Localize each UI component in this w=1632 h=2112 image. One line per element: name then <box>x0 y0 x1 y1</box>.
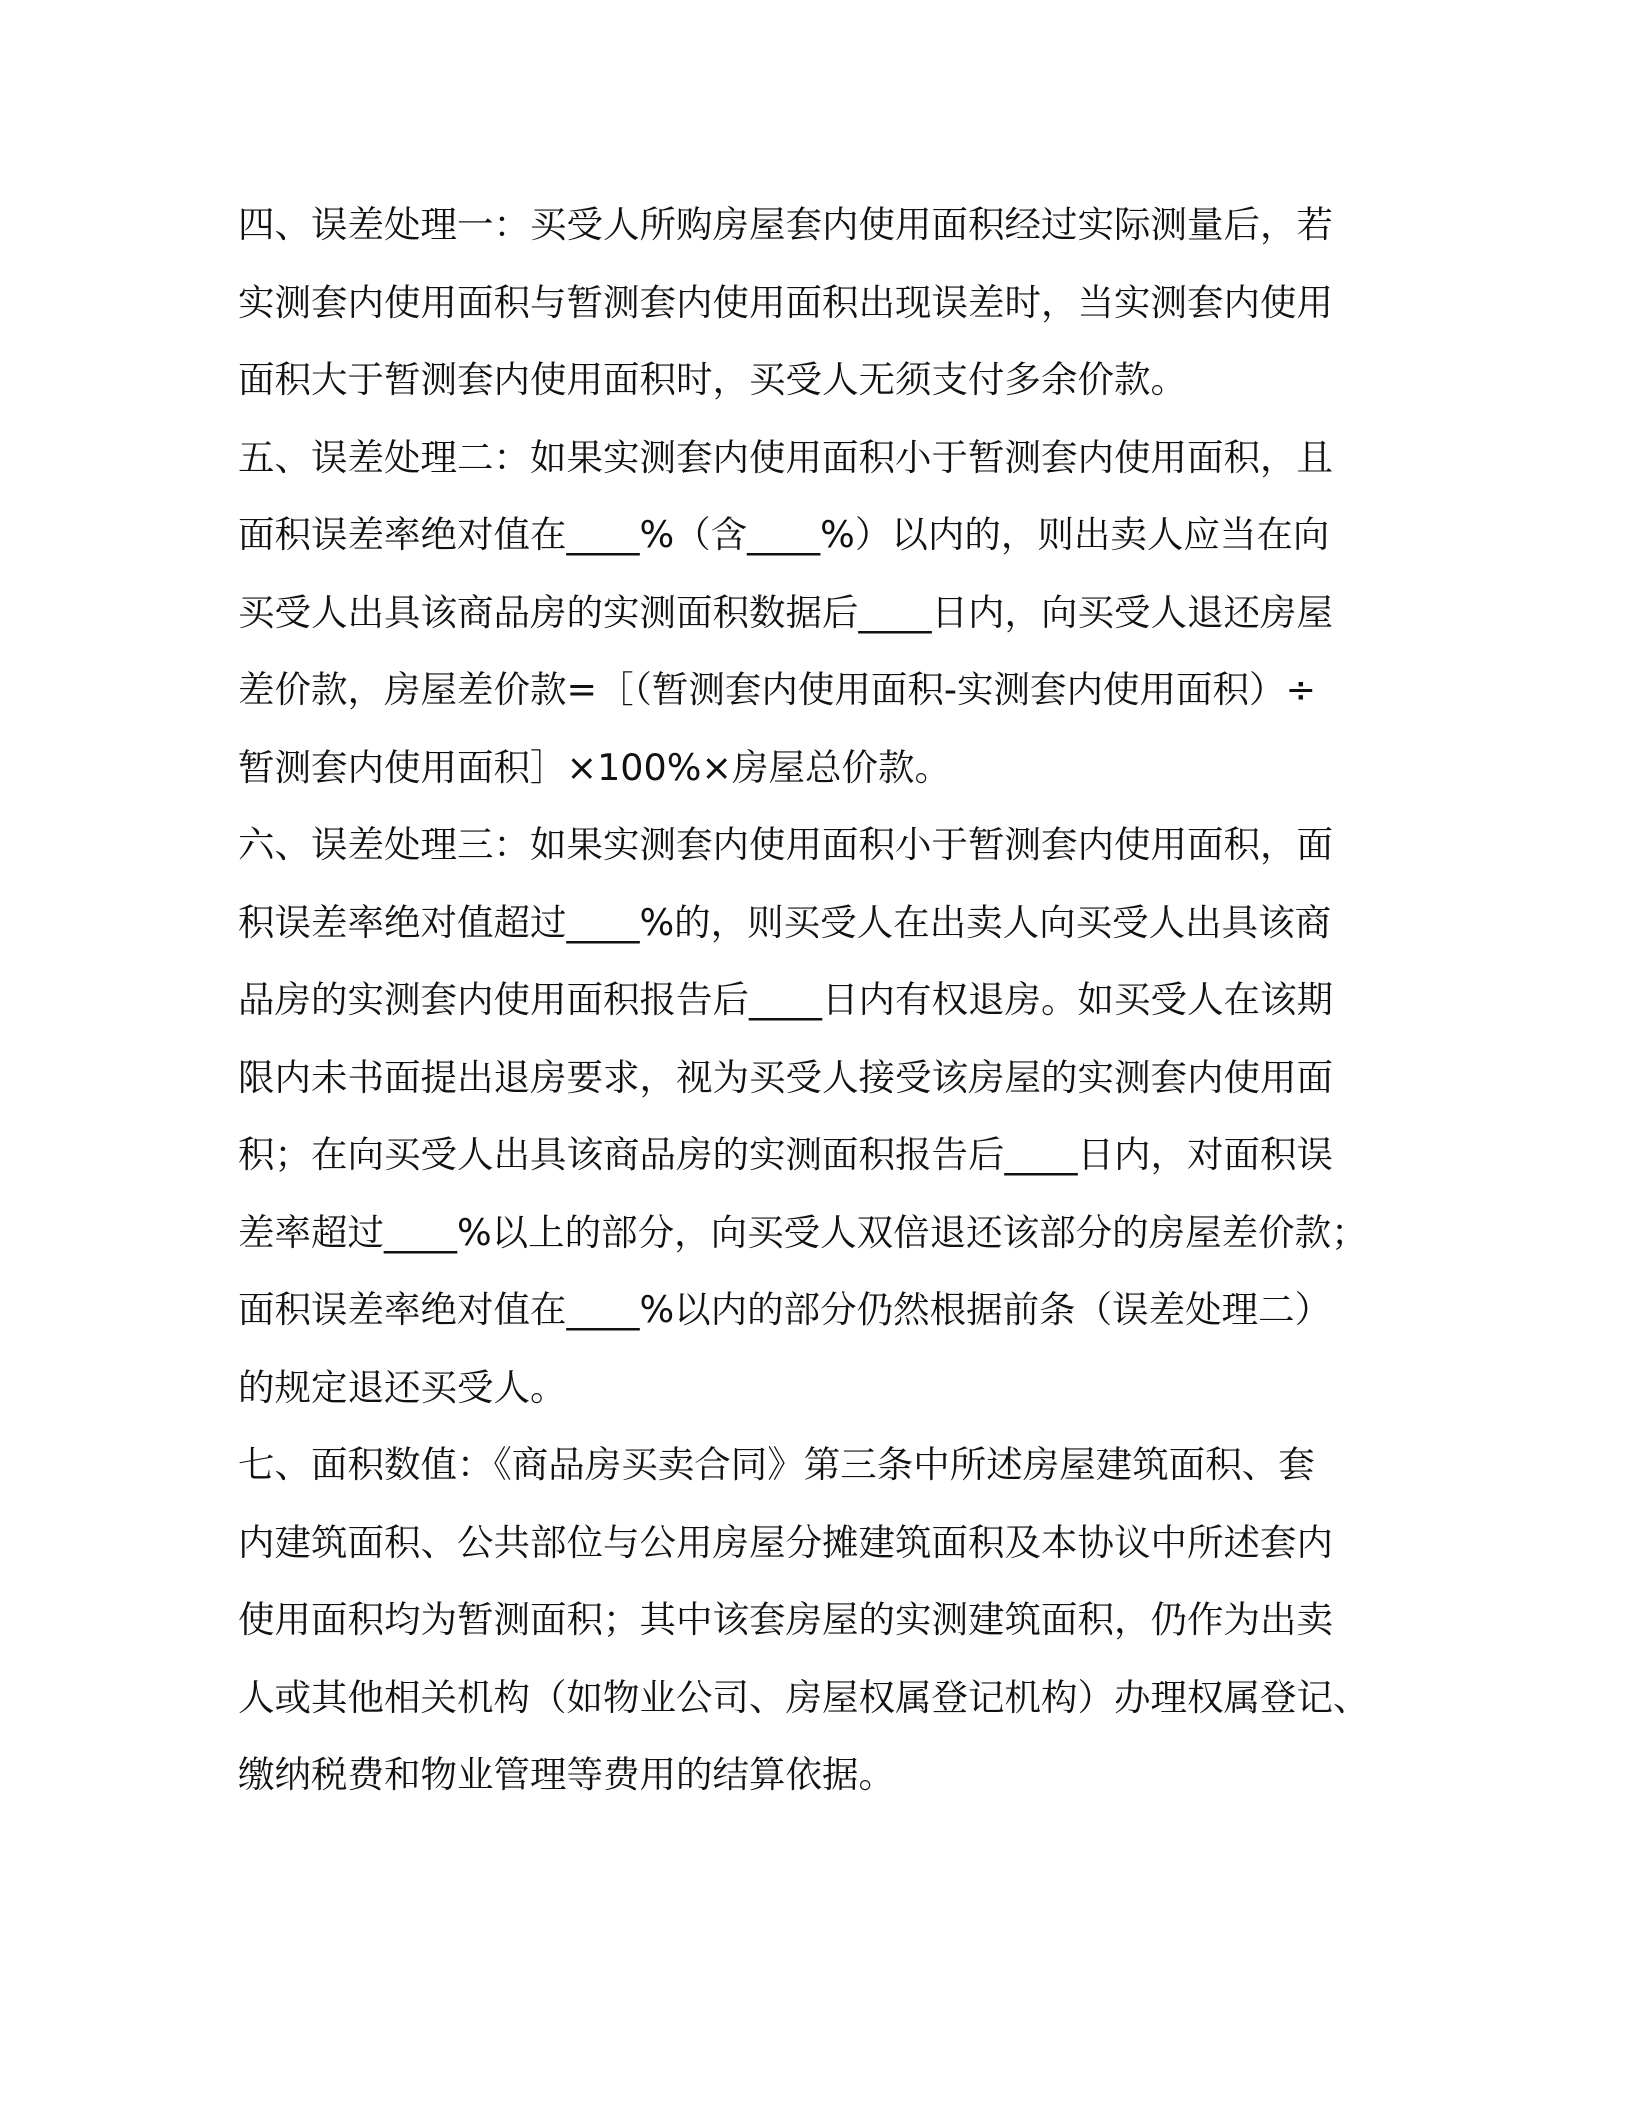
text-line: 的规定退还买受人。 <box>238 1365 567 1409</box>
paragraph-clause-5 <box>238 419 1398 807</box>
text-line: 七、面积数值：《商品房买卖合同》第三条中所述房屋建筑面积、套 <box>238 1443 1315 1486</box>
text-line: 面积大于暂测套内使用面积时，买受人无须支付多余价款。 <box>238 358 1187 401</box>
text-line: 使用面积均为暂测面积；其中该套房屋的实测建筑面积，仍作为出卖 <box>238 1598 1333 1641</box>
text-line: 四、误差处理一：买受人所购房屋套内使用面积经过实际测量后，若 <box>238 203 1333 246</box>
text-line: 六、误差处理三：如果实测套内使用面积小于暂测套内使用面积，面 <box>238 823 1333 866</box>
text-line: 内建筑面积、公共部位与公用房屋分摊建筑面积及本协议中所述套内 <box>238 1520 1333 1564</box>
text-line: 面积误差率绝对值在____%以内的部分仍然根据前条（误差处理二） <box>238 1288 1332 1331</box>
text-line: 缴纳税费和物业管理等费用的结算依据。 <box>238 1753 895 1796</box>
text-line: 五、误差处理二：如果实测套内使用面积小于暂测套内使用面积，且 <box>238 435 1333 479</box>
text-line: 积；在向买受人出具该商品房的实测面积报告后____日内，对面积误 <box>238 1133 1333 1176</box>
text-line: 差率超过____%以上的部分，向买受人双倍退还该部分的房屋差价款； <box>238 1210 1368 1254</box>
paragraph-clause-4 <box>238 186 1398 419</box>
text-line: 买受人出具该商品房的实测面积数据后____日内，向买受人退还房屋 <box>238 590 1333 634</box>
text-line: 暂测套内使用面积］×100%×房屋总价款。 <box>238 745 952 789</box>
text-line: 限内未书面提出退房要求，视为买受人接受该房屋的实测套内使用面 <box>238 1055 1333 1099</box>
text-line: 人或其他相关机构（如物业公司、房屋权属登记机构）办理权属登记、 <box>238 1675 1370 1719</box>
text-line: 差价款，房屋差价款=［（暂测套内使用面积-实测套内使用面积）÷ <box>238 668 1317 711</box>
text-line: 品房的实测套内使用面积报告后____日内有权退房。如买受人在该期 <box>238 978 1333 1021</box>
document-body <box>238 186 1398 1814</box>
paragraph-clause-6 <box>238 806 1398 1426</box>
paragraph-clause-7 <box>238 1426 1398 1814</box>
text-line: 面积误差率绝对值在____%（含____%）以内的，则出卖人应当在向 <box>238 513 1330 556</box>
text-line: 实测套内使用面积与暂测套内使用面积出现误差时，当实测套内使用 <box>238 280 1333 324</box>
text-line: 积误差率绝对值超过____%的，则买受人在出卖人向买受人出具该商 <box>238 900 1332 944</box>
